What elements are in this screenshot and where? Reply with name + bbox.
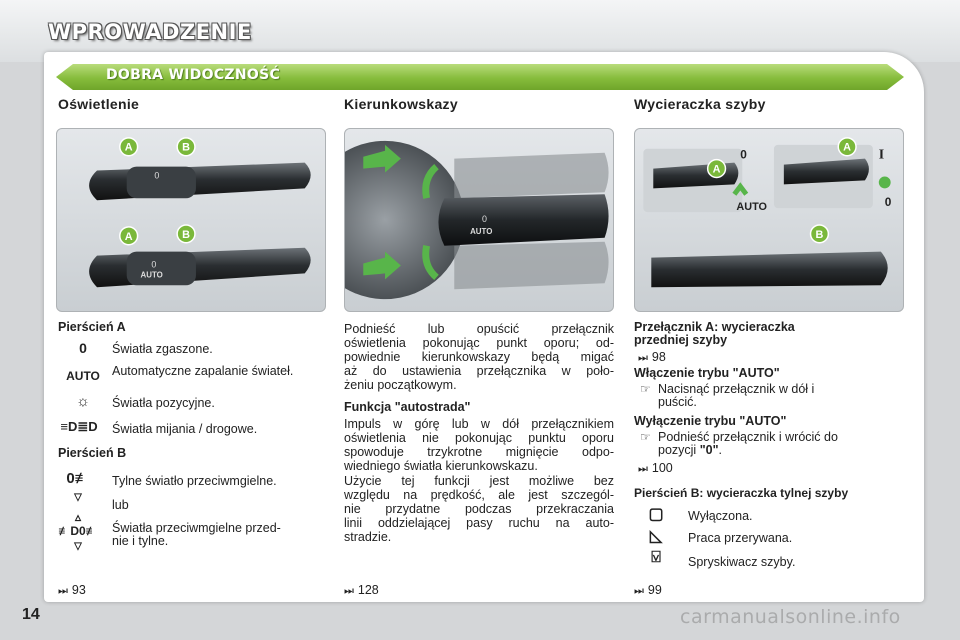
stalk1-zero-mark: 0 — [154, 170, 160, 181]
auto-on-line2: puścić. — [658, 395, 697, 409]
sun-icon: ☼ — [76, 393, 90, 410]
indicators-para2-line: Impuls w górę lub w dół przełącznikiem — [344, 417, 614, 431]
front-rear-fog-icon: ▵ ≢D0≢ ▽ — [58, 510, 98, 552]
indicators-para2-line: wiedniego światła kierunkowskazu. — [344, 459, 538, 473]
lighting-stalk-illustration — [56, 128, 326, 312]
ring-a-item-position: Światła pozycyjne. — [112, 396, 215, 410]
switch-a-heading-line1: Przełącznik A: wycieraczka — [634, 320, 795, 334]
indicators-para3-line: stradzie. — [344, 530, 392, 544]
indicators-ref: ⏭ 128 — [344, 583, 379, 597]
auto-off-line1: Podnieść przełącznik i wrócić do — [658, 430, 838, 444]
reference-arrow-icon: ⏭ — [638, 352, 648, 364]
headlamp-icon: ≡D≣D — [60, 419, 98, 434]
auto-off-heading: Wyłączenie trybu "AUTO" — [634, 414, 787, 428]
wiper-zero-label-2: 0 — [884, 195, 892, 210]
wipers-title: Wycieraczka szyby — [634, 96, 766, 112]
hand-pointer-icon: ☞ — [640, 430, 651, 444]
reference-arrow-icon: ⏭ — [638, 463, 648, 475]
wiper-off-icon: ▢ — [648, 506, 664, 523]
indicators-para1-line: aż do ustawienia przełącznika w poło- — [344, 364, 614, 378]
indicators-para2 — [344, 417, 614, 473]
indicators-para2-line: spowoduje trzykrotne mignięcie odpo- — [344, 445, 614, 459]
reference-arrow-icon: ⏭ — [58, 585, 68, 597]
zero-icon: 0 — [79, 340, 87, 356]
indicator-stalk-illustration — [344, 128, 614, 312]
ring-a-item-beam: Światła mijania / drogowe. — [112, 422, 258, 436]
indicators-para1-line: powiednie kierunkowskazy będą migać — [344, 350, 614, 364]
switch-a-heading-line2: przedniej szyby — [634, 333, 728, 347]
page-number: 14 — [22, 606, 40, 623]
wiper-item-washer: Spryskiwacz szyby. — [688, 555, 796, 569]
washer-icon: ⍌ — [651, 549, 661, 566]
lighting-title: Oświetlenie — [58, 96, 140, 112]
indicators-para3-line: nie przydatne podczas przekraczania — [344, 502, 614, 516]
rear-fog-icon: 0≢ ▽ — [66, 470, 90, 503]
wipers-ref2: ⏭ 100 — [638, 461, 673, 475]
stalk2-zero-mark: 0 — [151, 259, 157, 270]
auto-off-line2: pozycji "0". — [658, 443, 722, 457]
ring-b-or: lub — [112, 498, 129, 512]
indicator-stalk-drawing — [345, 129, 613, 311]
ring-b-item-front-rear-fog-line2: nie i tylne. — [112, 534, 169, 548]
reference-arrow-icon: ⏭ — [634, 585, 644, 597]
reference-arrow-icon: ⏭ — [344, 585, 354, 597]
indicators-para1 — [344, 322, 614, 392]
indicators-para3-line: Użycie tej funkcji jest możliwe bez — [344, 474, 614, 488]
auto-on-heading: Włączenie trybu "AUTO" — [634, 366, 780, 380]
badge-a-2-label: A — [124, 230, 133, 243]
wiper-stalk-illustration — [634, 128, 904, 312]
indicator-zero-mark: 0 — [481, 213, 487, 224]
indicators-para3-line: linii oddzielającej pasy ruchu na auto- — [344, 516, 614, 530]
wiper-one-label: I — [878, 146, 885, 162]
hand-pointer-icon: ☞ — [640, 382, 651, 396]
badge-b-1-label: B — [182, 141, 190, 154]
ring-b-item-rear-fog: Tylne światło przeciwmgielne. — [112, 474, 277, 488]
ring-a-item-off: Światła zgaszone. — [112, 342, 213, 356]
indicators-title: Kierunkowskazy — [344, 96, 458, 112]
page-title: WPROWADZENIE — [48, 20, 252, 44]
badge-a-1-label: A — [124, 141, 133, 154]
wiper-zero-label-1: 0 — [740, 147, 747, 162]
auto-on-line1: Nacisnąć przełącznik w dół i — [658, 382, 815, 396]
badge-b-2-label: B — [182, 228, 190, 241]
ring-a-heading: Pierścień A — [58, 320, 126, 334]
ring-b-heading: Pierścień B — [58, 446, 127, 460]
section-title: DOBRA WIDOCZNOŚĆ — [106, 67, 281, 83]
indicators-para1-line: oświetlenia pokonując punkt oporu; od- — [344, 336, 614, 350]
wiper-badge-a-1-label: A — [712, 163, 721, 176]
indicators-para1-line: żeniu początkowym. — [344, 378, 457, 392]
wipers-ref3: ⏭ 99 — [634, 583, 662, 597]
lighting-stalk-drawing — [57, 129, 325, 311]
ring-a-item-auto: Automatyczne zapalanie świateł. — [112, 364, 294, 378]
wiper-item-off: Wyłączona. — [688, 509, 753, 523]
wiper-badge-b-label: B — [815, 228, 824, 241]
indicators-para3-line: względu na prędkość, ale jest szczegól- — [344, 488, 614, 502]
wiper-auto-label: AUTO — [736, 201, 767, 214]
wipers-ref1: ⏭ 98 — [638, 350, 666, 364]
auto-icon: AUTO — [66, 369, 100, 383]
wiper-item-intermittent: Praca przerywana. — [688, 531, 793, 545]
wiper-badge-a-2-label: A — [843, 141, 852, 154]
indicators-para2-line: oświetlenia nie pokonując punktu oporu — [344, 431, 614, 445]
watermark: carmanualsonline.info — [680, 606, 901, 628]
wiper-stalk-drawing — [635, 129, 903, 311]
indicator-auto-mark: AUTO — [470, 226, 493, 236]
stalk2-auto-mark: AUTO — [140, 270, 163, 280]
wiper-plus-icon — [879, 176, 891, 188]
motorway-heading: Funkcja "autostrada" — [344, 400, 471, 414]
lighting-ref: ⏭ 93 — [58, 583, 86, 597]
wipers-ring-b-heading: Pierścień B: wycieraczka tylnej szyby — [634, 486, 849, 500]
indicators-para1-line: Podnieść lub opuścić przełącznik — [344, 322, 614, 336]
ring-b-item-front-rear-fog-line1: Światła przeciwmgielne przed- — [112, 521, 281, 535]
wiper-intermittent-icon: ◺ — [649, 528, 663, 545]
indicators-para3 — [344, 474, 614, 544]
